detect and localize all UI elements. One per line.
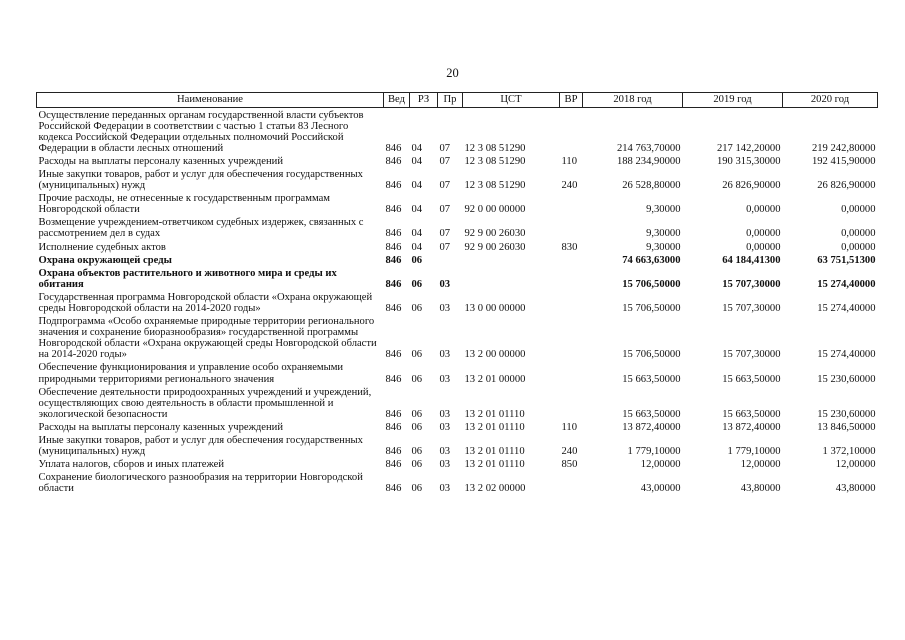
cell-name: Государственная программа Новгородской области «Охрана окружающей среды Новгородской области на 2014-2020 годы» bbox=[38, 291, 373, 314]
cell-name: Обеспечение функционирования и управление особо охраняемыми природными территориями регионального значения bbox=[38, 362, 344, 385]
header-name: Наименование bbox=[37, 93, 384, 108]
header-2018: 2018 год bbox=[583, 93, 683, 108]
cell-pr: 07 bbox=[439, 204, 451, 216]
cell-2020: 219 242,80000 bbox=[811, 142, 876, 154]
cell-vr bbox=[560, 216, 583, 240]
cell-2020: 15 230,60000 bbox=[817, 373, 876, 385]
cell-ved: 846 bbox=[385, 421, 402, 433]
cell-ved: 846 bbox=[385, 241, 402, 253]
table-row bbox=[37, 167, 878, 191]
cell-2018: 15 663,50000 bbox=[622, 408, 681, 420]
cell-rz: 04 bbox=[411, 142, 423, 154]
cell-pr: 03 bbox=[439, 303, 451, 314]
cell-2019: 26 826,90000 bbox=[722, 180, 781, 192]
cell-name: Подпрограмма «Особо охраняемые природные территории регионального значения и сохранение биоразнообразия» государственной программы Новгородской области «Охрана окружающей среды Новгородской области на 2014-2020 годы» bbox=[38, 316, 377, 361]
cell-pr: 03 bbox=[439, 459, 451, 471]
header-ved: Вед bbox=[384, 93, 410, 108]
table-header bbox=[37, 93, 878, 108]
cell-vr bbox=[560, 108, 583, 155]
cell-rz: 04 bbox=[411, 241, 423, 253]
cell-rz: 04 bbox=[411, 228, 423, 240]
table-row bbox=[37, 192, 878, 216]
cell-vr: 110 bbox=[561, 155, 577, 167]
cell-2020: 15 274,40000 bbox=[817, 278, 876, 290]
header-rz: РЗ bbox=[410, 93, 438, 108]
cell-2018: 43,00000 bbox=[640, 483, 681, 495]
cell-2019: 0,00000 bbox=[746, 204, 781, 216]
cell-ved: 846 bbox=[385, 155, 402, 167]
cell-cst: 13 2 01 01110 bbox=[464, 459, 525, 471]
cell-pr: 03 bbox=[439, 446, 451, 458]
table-row bbox=[37, 420, 878, 433]
cell-2019: 64 184,41300 bbox=[722, 254, 781, 266]
cell-vr bbox=[560, 361, 583, 385]
cell-2018: 9,30000 bbox=[646, 241, 681, 253]
table-row bbox=[37, 266, 878, 290]
page-number: 20 bbox=[446, 66, 459, 80]
cell-2019: 190 315,30000 bbox=[716, 155, 781, 167]
header-2020: 2020 год bbox=[783, 93, 878, 108]
cell-2019: 15 707,30000 bbox=[722, 303, 781, 314]
cell-2020: 0,00000 bbox=[841, 204, 876, 216]
cell-pr: 07 bbox=[439, 241, 451, 253]
cell-ved: 846 bbox=[385, 483, 402, 495]
table-row bbox=[37, 434, 878, 458]
cell-2020: 15 230,60000 bbox=[817, 408, 876, 420]
cell-name: Исполнение судебных актов bbox=[38, 241, 166, 253]
cell-rz: 06 bbox=[411, 421, 423, 433]
cell-2018: 15 663,50000 bbox=[622, 373, 681, 385]
cell-2019: 15 663,50000 bbox=[722, 408, 781, 420]
cell-vr bbox=[560, 253, 583, 266]
cell-2018: 188 234,90000 bbox=[616, 155, 681, 167]
cell-vr: 240 bbox=[561, 180, 578, 192]
table-row bbox=[37, 108, 878, 155]
cell-name: Охрана окружающей среды bbox=[38, 254, 172, 266]
cell-ved: 846 bbox=[385, 408, 402, 420]
cell-cst: 92 0 00 00000 bbox=[464, 204, 526, 216]
cell-name: Расходы на выплаты персоналу казенных учреждений bbox=[38, 421, 283, 433]
cell-2020: 0,00000 bbox=[841, 241, 876, 253]
cell-pr: 07 bbox=[439, 142, 451, 154]
cell-2018: 15 706,50000 bbox=[622, 349, 681, 361]
cell-2019: 13 872,40000 bbox=[722, 421, 781, 433]
cell-cst: 12 3 08 51290 bbox=[464, 142, 526, 154]
budget-table bbox=[36, 92, 878, 495]
cell-name: Прочие расходы, не отнесенные к государственным программам Новгородской области bbox=[38, 193, 330, 216]
cell-2019: 43,80000 bbox=[740, 483, 781, 495]
cell-ved: 846 bbox=[385, 303, 402, 314]
cell-name: Иные закупки товаров, работ и услуг для обеспечения государственных (муниципальных) нужд bbox=[38, 168, 363, 192]
cell-name: Сохранение биологического разнообразия на территории Новгородской области bbox=[38, 472, 363, 495]
table-row bbox=[37, 290, 878, 314]
cell-cst: 13 2 01 01110 bbox=[464, 446, 525, 458]
cell-cst: 12 3 08 51290 bbox=[464, 180, 526, 192]
cell-vr: 830 bbox=[561, 241, 578, 253]
table-row bbox=[37, 361, 878, 385]
cell-cst: 13 0 00 00000 bbox=[464, 303, 526, 314]
table-row bbox=[37, 471, 878, 495]
cell-ved: 846 bbox=[385, 180, 402, 192]
cell-rz: 06 bbox=[411, 349, 423, 361]
cell-vr bbox=[560, 315, 583, 361]
cell-rz: 06 bbox=[411, 254, 423, 266]
cell-rz: 06 bbox=[411, 303, 423, 314]
cell-pr: 07 bbox=[439, 180, 451, 192]
table-row bbox=[37, 253, 878, 266]
cell-rz: 06 bbox=[411, 408, 423, 420]
cell-2020: 1 372,10000 bbox=[822, 446, 876, 458]
cell-name: Расходы на выплаты персоналу казенных учреждений bbox=[38, 155, 283, 167]
header-cst: ЦСТ bbox=[463, 93, 560, 108]
cell-cst: 13 2 02 00000 bbox=[464, 483, 526, 495]
cell-ved: 846 bbox=[385, 349, 402, 361]
cell-2019: 15 663,50000 bbox=[722, 373, 781, 385]
cell-2018: 9,30000 bbox=[646, 228, 681, 240]
table-row bbox=[37, 315, 878, 361]
header-vr: ВР bbox=[560, 93, 583, 108]
cell-ved: 846 bbox=[385, 228, 402, 240]
cell-vr: 850 bbox=[561, 459, 578, 471]
table-row bbox=[37, 385, 878, 420]
cell-2020: 192 415,90000 bbox=[811, 155, 876, 167]
cell-2020: 13 846,50000 bbox=[817, 421, 876, 433]
cell-2019: 1 779,10000 bbox=[727, 446, 781, 458]
cell-2018: 13 872,40000 bbox=[622, 421, 681, 433]
cell-ved: 846 bbox=[385, 373, 402, 385]
cell-2018: 9,30000 bbox=[646, 204, 681, 216]
cell-2018: 26 528,80000 bbox=[622, 180, 681, 192]
cell-cst: 12 3 08 51290 bbox=[464, 155, 526, 167]
cell-vr bbox=[560, 471, 583, 495]
header-pr: Пр bbox=[438, 93, 463, 108]
cell-cst bbox=[463, 266, 560, 290]
cell-cst: 13 2 01 01110 bbox=[464, 421, 525, 433]
cell-pr: 03 bbox=[439, 278, 451, 290]
cell-2020: 26 826,90000 bbox=[817, 180, 876, 192]
cell-rz: 06 bbox=[411, 459, 423, 471]
cell-2019: 0,00000 bbox=[746, 228, 781, 240]
cell-name: Охрана объектов растительного и животного мира и среды их обитания bbox=[38, 267, 337, 290]
cell-vr: 110 bbox=[561, 421, 577, 433]
cell-pr: 03 bbox=[439, 483, 451, 495]
cell-pr: 07 bbox=[439, 155, 451, 167]
cell-2020: 15 274,40000 bbox=[817, 303, 876, 314]
cell-vr: 240 bbox=[561, 446, 578, 458]
cell-name: Возмещение учреждением-ответчиком судебных издержек, связанных с рассмотрением дел в судах bbox=[38, 217, 364, 240]
cell-vr bbox=[560, 266, 583, 290]
cell-2018: 214 763,70000 bbox=[616, 142, 681, 154]
cell-cst: 13 2 00 00000 bbox=[464, 349, 526, 361]
cell-pr bbox=[438, 253, 463, 266]
cell-name: Иные закупки товаров, работ и услуг для обеспечения государственных (муниципальных) нужд bbox=[38, 435, 363, 458]
cell-2020: 43,80000 bbox=[835, 483, 876, 495]
cell-cst: 92 9 00 26030 bbox=[464, 228, 526, 240]
cell-2019: 0,00000 bbox=[746, 241, 781, 253]
cell-pr: 03 bbox=[439, 373, 451, 385]
cell-2020: 12,00000 bbox=[835, 459, 876, 471]
cell-ved: 846 bbox=[385, 204, 402, 216]
table-row bbox=[37, 240, 878, 253]
cell-vr bbox=[560, 290, 583, 314]
table-body bbox=[37, 108, 878, 496]
cell-2019: 217 142,20000 bbox=[716, 142, 781, 154]
cell-2018: 15 706,50000 bbox=[622, 278, 681, 290]
cell-ved: 846 bbox=[385, 459, 402, 471]
cell-cst: 13 2 01 01110 bbox=[464, 408, 525, 420]
cell-pr: 03 bbox=[439, 349, 451, 361]
cell-rz: 04 bbox=[411, 180, 423, 192]
cell-cst bbox=[463, 253, 560, 266]
cell-vr bbox=[560, 385, 583, 420]
cell-cst: 92 9 00 26030 bbox=[464, 241, 526, 253]
cell-rz: 04 bbox=[411, 204, 423, 216]
cell-rz: 06 bbox=[411, 373, 423, 385]
cell-ved: 846 bbox=[385, 446, 402, 458]
cell-name: Уплата налогов, сборов и иных платежей bbox=[38, 459, 225, 471]
cell-ved: 846 bbox=[385, 278, 402, 290]
cell-name: Осуществление переданных органам государственной власти субъектов Российской Федерации в соответствии с частью 1 статьи 83 Лесного кодекса Российской Федерации отдельных полномочий Российской Федерации в области лесных отношений bbox=[38, 109, 364, 154]
cell-vr bbox=[560, 192, 583, 216]
cell-2019: 12,00000 bbox=[740, 459, 781, 471]
cell-2019: 15 707,30000 bbox=[722, 278, 781, 290]
table-row bbox=[37, 216, 878, 240]
cell-pr: 07 bbox=[439, 228, 451, 240]
cell-2019: 15 707,30000 bbox=[722, 349, 781, 361]
cell-cst: 13 2 01 00000 bbox=[464, 373, 526, 385]
cell-rz: 04 bbox=[411, 155, 423, 167]
cell-rz: 06 bbox=[411, 446, 423, 458]
cell-2020: 15 274,40000 bbox=[817, 349, 876, 361]
cell-pr: 03 bbox=[439, 408, 451, 420]
table-row bbox=[37, 154, 878, 167]
cell-2018: 1 779,10000 bbox=[627, 446, 681, 458]
cell-ved: 846 bbox=[385, 142, 402, 154]
cell-2018: 74 663,63000 bbox=[622, 254, 681, 266]
cell-rz: 06 bbox=[411, 278, 423, 290]
cell-rz: 06 bbox=[411, 483, 423, 495]
cell-2018: 12,00000 bbox=[640, 459, 681, 471]
cell-name: Обеспечение деятельности природоохранных учреждений и учреждений, осуществляющих свою деятельность в области промышленной и экологической безопасности bbox=[38, 386, 372, 420]
cell-2020: 63 751,51300 bbox=[817, 254, 876, 266]
cell-ved: 846 bbox=[385, 254, 402, 266]
cell-2018: 15 706,50000 bbox=[622, 303, 681, 314]
cell-2020: 0,00000 bbox=[841, 228, 876, 240]
header-2019: 2019 год bbox=[683, 93, 783, 108]
table-row bbox=[37, 458, 878, 471]
cell-pr: 03 bbox=[439, 421, 451, 433]
